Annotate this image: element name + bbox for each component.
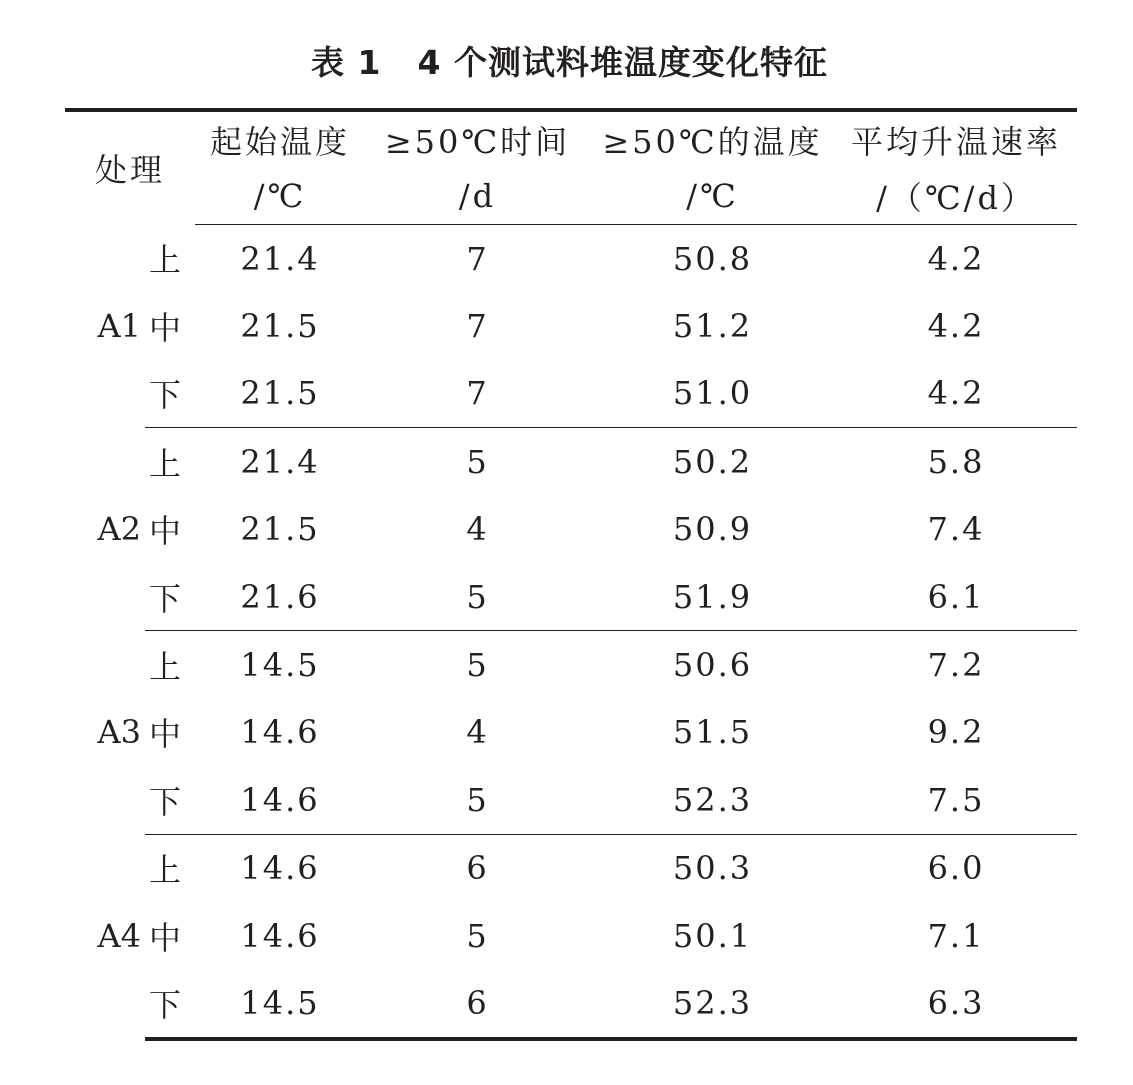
days-cell: 5 bbox=[466, 916, 489, 955]
group-label: A4 bbox=[97, 917, 141, 956]
temp-cell: 51.9 bbox=[590, 563, 835, 631]
days-cell: 4 bbox=[466, 510, 489, 549]
position-cell: 上 bbox=[149, 851, 182, 890]
table-row bbox=[65, 766, 1077, 834]
header-temp-over-50: ≥50℃的温度 bbox=[590, 110, 835, 167]
position-cell: 下 bbox=[145, 563, 195, 631]
table-row bbox=[65, 428, 1077, 496]
table-row bbox=[65, 902, 1077, 969]
temp-cell: 50.3 bbox=[672, 849, 753, 888]
position-cell: 上 bbox=[149, 444, 182, 483]
days-cell: 5 bbox=[466, 646, 489, 685]
group-a2 bbox=[65, 428, 1077, 631]
days-cell: 7 bbox=[365, 360, 590, 428]
start-temp-cell: 14.5 bbox=[240, 646, 320, 685]
start-temp-cell: 14.6 bbox=[195, 766, 365, 834]
table-row bbox=[65, 360, 1077, 428]
header-start-temp: 起始温度 bbox=[195, 110, 365, 167]
position-cell: 下 bbox=[145, 766, 195, 834]
group-a3 bbox=[65, 631, 1077, 834]
temp-cell: 52.3 bbox=[590, 766, 835, 834]
rate-cell: 7.1 bbox=[927, 916, 985, 955]
rate-cell: 9.2 bbox=[927, 713, 985, 752]
table-row bbox=[65, 631, 1077, 699]
days-cell: 4 bbox=[466, 713, 489, 752]
header-avg-rate-unit: /（℃/d） bbox=[835, 167, 1077, 225]
header-start-temp-unit: /℃ bbox=[195, 167, 365, 225]
rate-cell: 4.2 bbox=[835, 360, 1077, 428]
header-treatment: 处理 bbox=[65, 110, 195, 225]
table-header bbox=[65, 110, 1077, 225]
group-label: A2 bbox=[97, 510, 141, 549]
rate-cell: 4.2 bbox=[927, 239, 985, 278]
start-temp-cell: 14.5 bbox=[195, 969, 365, 1038]
rate-cell: 6.1 bbox=[835, 563, 1077, 631]
start-temp-cell: 21.5 bbox=[240, 510, 320, 549]
start-temp-cell: 21.4 bbox=[240, 239, 320, 278]
table-row bbox=[65, 834, 1077, 902]
position-cell: 中 bbox=[149, 918, 182, 957]
start-temp-cell: 14.6 bbox=[240, 916, 320, 955]
temp-cell: 50.1 bbox=[672, 916, 753, 955]
start-temp-cell: 21.5 bbox=[240, 307, 320, 346]
days-cell: 7 bbox=[466, 307, 489, 346]
start-temp-cell: 21.5 bbox=[195, 360, 365, 428]
header-days-over-50-unit: /d bbox=[365, 167, 590, 225]
temperature-table bbox=[65, 108, 1077, 1041]
position-cell: 上 bbox=[149, 648, 182, 687]
start-temp-cell: 21.4 bbox=[240, 442, 320, 481]
position-cell: 上 bbox=[149, 241, 182, 280]
header-days-over-50: ≥50℃时间 bbox=[365, 110, 590, 167]
group-label: A3 bbox=[97, 713, 141, 752]
rate-cell: 6.0 bbox=[927, 849, 985, 888]
days-cell: 7 bbox=[466, 239, 489, 278]
days-cell: 5 bbox=[365, 563, 590, 631]
table-caption bbox=[0, 38, 1133, 88]
rate-cell: 7.4 bbox=[927, 510, 985, 549]
table-title: 4 个测试料堆温度变化特征 bbox=[417, 43, 828, 82]
header-avg-rate: 平均升温速率 bbox=[835, 110, 1077, 167]
table-row bbox=[65, 292, 1077, 359]
position-cell: 下 bbox=[145, 360, 195, 428]
table-row bbox=[65, 969, 1077, 1038]
rate-cell: 7.2 bbox=[927, 646, 985, 685]
start-temp-cell: 21.6 bbox=[195, 563, 365, 631]
start-temp-cell: 14.6 bbox=[240, 849, 320, 888]
days-cell: 5 bbox=[365, 766, 590, 834]
temp-cell: 50.6 bbox=[672, 646, 753, 685]
days-cell: 5 bbox=[466, 442, 489, 481]
days-cell: 6 bbox=[466, 849, 489, 888]
group-label: A1 bbox=[97, 307, 141, 346]
table-number: 表 1 bbox=[311, 43, 382, 82]
rate-cell: 4.2 bbox=[927, 307, 985, 346]
temp-cell: 51.0 bbox=[590, 360, 835, 428]
rate-cell: 5.8 bbox=[927, 442, 985, 481]
temp-cell: 50.8 bbox=[672, 239, 753, 278]
temp-cell: 50.9 bbox=[672, 510, 753, 549]
group-a4 bbox=[65, 834, 1077, 1039]
start-temp-cell: 14.6 bbox=[240, 713, 320, 752]
group-a1 bbox=[65, 225, 1077, 428]
rate-cell: 6.3 bbox=[835, 969, 1077, 1038]
rate-cell: 7.5 bbox=[835, 766, 1077, 834]
temp-cell: 51.5 bbox=[672, 713, 753, 752]
position-cell: 中 bbox=[149, 715, 182, 754]
table-row bbox=[65, 563, 1077, 631]
table-row bbox=[65, 225, 1077, 293]
position-cell: 中 bbox=[149, 309, 182, 348]
days-cell: 6 bbox=[365, 969, 590, 1038]
position-cell: 下 bbox=[145, 969, 195, 1038]
temp-cell: 52.3 bbox=[590, 969, 835, 1038]
header-temp-over-50-unit: /℃ bbox=[590, 167, 835, 225]
position-cell: 中 bbox=[149, 512, 182, 551]
temp-cell: 50.2 bbox=[672, 442, 753, 481]
temp-cell: 51.2 bbox=[672, 307, 753, 346]
table-row bbox=[65, 496, 1077, 563]
table-row bbox=[65, 699, 1077, 766]
